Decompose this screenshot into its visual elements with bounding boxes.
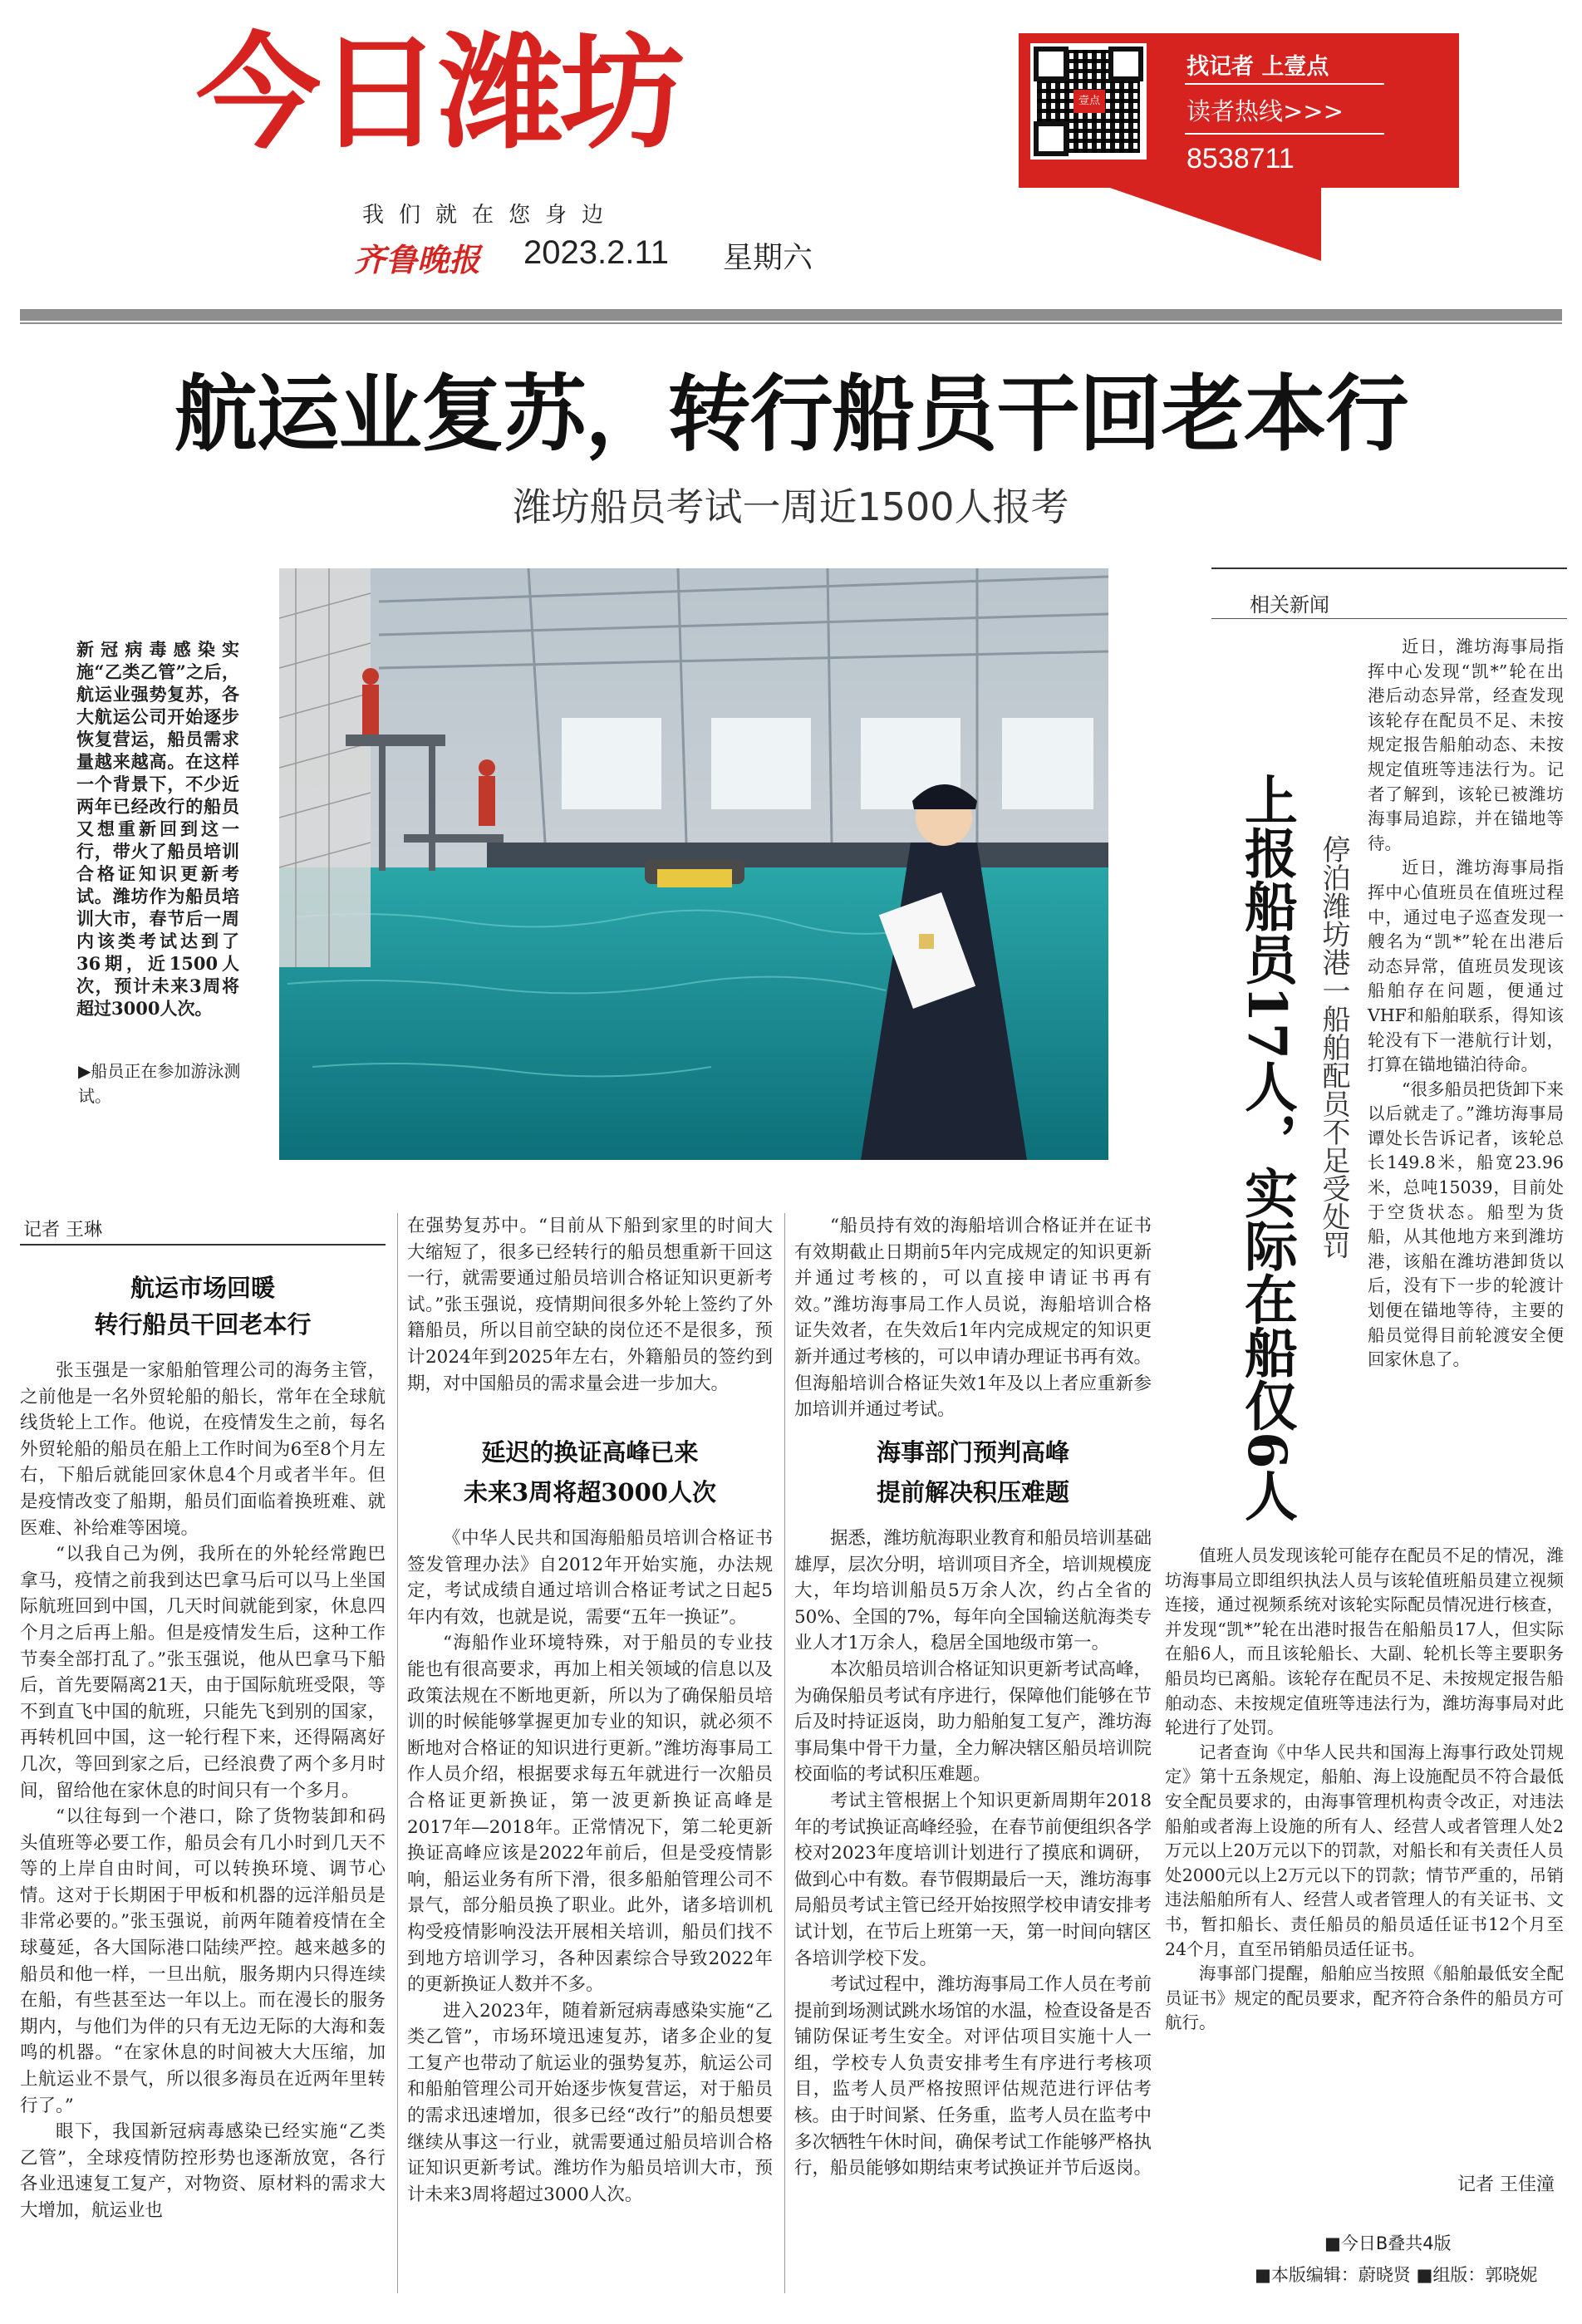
section-head-2b: 未来3周将超3000人次 xyxy=(464,1478,716,1506)
issue-weekday: 星期六 xyxy=(723,241,813,275)
byline-col1: 记者 王琳 xyxy=(23,1220,102,1241)
related-subtitle: 停泊潍坊港一船舶配员不足受处罚 xyxy=(1317,835,1350,1259)
paragraph: 《中华人民共和国海船船员培训合格证书签发管理办法》自2012年开始实施，办法规定，考试成绩自通过培训合格证考试之日起5年内有效，也就是说，需要“五年一换证”。 xyxy=(407,1528,773,1628)
masthead-rule-thin xyxy=(20,322,1562,324)
section-head-3b: 提前解决积压难题 xyxy=(876,1478,1069,1506)
section-head-1b: 转行船员干回老本行 xyxy=(94,1310,312,1339)
hotline-divider-2 xyxy=(1185,133,1384,135)
related-rule xyxy=(1211,618,1567,619)
paragraph: 近日，潍坊海事局指挥中心发现“凯*”轮在出港后动态异常，经查发现该轮存在配员不足、未按规定报告船舶动态、未按规定值班等违法行为。记者了解到，该轮已被潍坊海事局追踪，并在锚地等待。 xyxy=(1368,636,1564,853)
footer-editors: ■本版编辑：蔚晓贤 ■组版：郭晓妮 xyxy=(1255,2265,1538,2285)
article-col3 xyxy=(794,1526,1152,2182)
hotline-divider xyxy=(1185,83,1384,85)
masthead-title: 今日潍坊 xyxy=(196,22,682,166)
qr-badge: 壹点 xyxy=(1074,90,1105,113)
article-col1 xyxy=(20,1358,386,2224)
paragraph: 值班人员发现该轮可能存在配员不足的情况，潍坊海事局立即组织执法人员与该轮值班船员建立视频连接，通过视频系统对该轮实际配员情况进行核查，并发现“凯*”轮在出港时报告在船船员17人，但实际在船6人，而且该轮船长、大副、轮机长等主要职务船员均已离船。该轮存在配员不足、未按规定报告船舶动态、未按规定值班等违法行为，潍坊海事局对此轮进行了处罚。 xyxy=(1165,1545,1564,1738)
paragraph: 海事部门提醒，船舶应当按照《船舶最低安全配员证书》规定的配员要求，配齐符合条件的船员方可航行。 xyxy=(1165,1963,1564,2033)
paragraph: 张玉强是一家船舶管理公司的海务主管，之前他是一名外贸轮船的船长，常年在全球航线货轮上工作。他说，在疫情发生之前，每名外贸轮船的船员在船上工作时间为6至8个月左右，下船后就能回家休息4个月或者半年。但是疫情改变了船期，船员们面临着换班难、就医难、补给难等困境。 xyxy=(20,1360,386,1539)
article-col2-top xyxy=(407,1213,773,1397)
hotline-number[interactable]: 8538711 xyxy=(1186,143,1295,174)
article-col2 xyxy=(407,1526,773,2208)
column-divider xyxy=(784,1213,785,2293)
footer-pages: ■今日B叠共4版 xyxy=(1324,2233,1452,2253)
lead-intro: 新冠病毒感染实施“乙类乙管”之后，航运业强势复苏，各大航运公司开始逐步恢复营运，船员需求量越来越高。在这样一个背景下，不少近两年已经改行的船员又想重新回到这一行，带火了船员培训合格证知识更新考试。潍坊作为船员培训大市，春节后一周内该类考试达到了36期，近1500人次，预计未来3周将超过3000人次。 xyxy=(76,639,239,1019)
brand-logo: 齐鲁晚报 xyxy=(354,241,481,278)
issue-date: 2023.2.11 xyxy=(523,234,669,271)
qr-code-icon[interactable] xyxy=(1030,43,1147,160)
paragraph: “很多船员把货卸下来以后就走了。”潍坊海事局谭处长告诉记者，该轮总长149.8米，船宽23.96米，总吨15039，目前处于空货状态。船型为货船，从其他地方来到潍坊港，该船在潍坊港卸货以后，没有下一步的轮渡计划便在锚地等待，主要的船员觉得目前轮渡安全便回家休息了。 xyxy=(1368,1078,1564,1370)
qr-finder-tl xyxy=(1034,47,1069,81)
photo-caption: ▶船员正在参加游泳测试。 xyxy=(78,1061,241,1106)
lead-subhead: 潍坊船员考试一周近1500人报考 xyxy=(513,484,1069,529)
paragraph: “海船作业环境特殊，对于船员的专业技能也有很高要求，再加上相关领域的信息以及政策法规在不断地更新，所以为了确保船员培训的时候能够掌握更加专业的知识，就必须不断地对合格证的知识进行更新。”潍坊海事局工作人员介绍，根据要求每五年就进行一次船员合格证更新换证，第一波更新换证高峰是2017年—2018年。正常情况下，第二轮更新换证高峰应该是2022年前后，但是受疫情影响，船运业务有所下滑，很多船舶管理公司不景气，部分船员换了职业。此外，诸多培训机构受疫情影响没法开展相关培训，船员们找不到地方培训学习，各种因素综合导致2022年的更新换证人数并不多。 xyxy=(407,1633,773,1996)
masthead-rule xyxy=(20,309,1562,321)
qr-finder-bl xyxy=(1034,121,1069,156)
related-label: 相关新闻 xyxy=(1250,593,1329,617)
lead-headline: 航运业复苏，转行船员干回老本行 xyxy=(174,365,1408,463)
qr-finder-tr xyxy=(1108,47,1143,81)
paragraph: “以我自己为例，我所在的外轮经常跑巴拿马，疫情之前我到达巴拿马后可以马上坐国际航班回到中国，几天时间就能到家，休息四个月之后再上船。但是疫情发生后，这种工作节奏全部打乱了。”张玉强说，他从巴拿马下船后，首先要隔离21天，由于国际航班受限，等不到直飞中国的航班，只能先飞到别的国家，再转机回中国，这一轮行程下来，还得隔离好几次，等回到家之后，已经浪费了两个多月时间，留给他在家休息的时间只有一个多月。 xyxy=(20,1544,386,1801)
related-col-upper xyxy=(1368,635,1564,1373)
swimming-test-illustration xyxy=(279,568,1108,1160)
paragraph: “以往每到一个港口，除了货物装卸和码头值班等必要工作，船员会有几小时到几天不等的上岸自由时间，可以转换环境、调节心情。这对于长期困于甲板和机器的远洋船员是非常必要的。”张玉强说，前两年随着疫情在全球蔓延，各大国际港口陆续严控。越来越多的船员和他一样，一旦出航，服务期内只得连续在船，有些甚至达一年以上。而在漫长的服务期内，与他们为伴的只有无边无际的大海和轰鸣的机器。“在家休息的时间被大大压缩，加上航运业不景气，所以很多海员在近两年里转行了。” xyxy=(20,1806,386,2116)
paragraph: 记者查询《中华人民共和国海上海事行政处罚规定》第十五条规定，船舶、海上设施配员不符合最低安全配员要求的，由海事管理机构责令改正，对违法船舶或者海上设施的所有人、经营人或者管理人处2万元以上20万元以下的罚款，对船长和有关责任人员处2000元以上2万元以下的罚款；情节严重的，吊销违法船舶所有人、经营人或者管理人的有关证书、文书，暂扣船长、责任船员的船员适任证书12个月至24个月，直至吊销船员适任证书。 xyxy=(1165,1742,1564,1959)
paragraph: 近日，潍坊海事局指挥中心值班员在值班过程中，通过电子巡查发现一艘名为“凯*”轮在出港后动态异常，值班员发现该船舶存在问题，便通过VHF和船舶联系，得知该轮没有下一港航行计划，打算在锚地锚泊待命。 xyxy=(1368,857,1564,1075)
section-head-2a: 延迟的换证高峰已来 xyxy=(481,1438,699,1467)
paragraph: “船员持有效的海船培训合格证并在证书有效期截止日期前5年内完成规定的知识更新并通过考核的，可以直接申请证书再有效。”潍坊海事局工作人员说，海船培训合格证失效者，在失效后1年内完成规定的知识更新并通过考核的，可以申请办理证书再有效。但海船培训合格证失效1年及以上者应重新参加培训并通过考试。 xyxy=(794,1216,1152,1421)
related-title: 上报船员17人，实际在船仅6人 xyxy=(1236,773,1298,1522)
related-col-lower xyxy=(1165,1544,1564,2036)
hotline-banner-tail xyxy=(1105,186,1321,261)
hotline-label: 读者热线>>> xyxy=(1186,97,1344,125)
related-rule-top xyxy=(1211,567,1567,569)
swimming-test-photo xyxy=(279,568,1108,1160)
article-col3-top xyxy=(794,1213,1152,1423)
byline-rule xyxy=(20,1244,386,1246)
column-divider xyxy=(397,1213,398,2293)
byline-related: 记者 王佳潼 xyxy=(1457,2174,1555,2195)
paragraph: 考试主管根据上个知识更新周期年2018年的考试换证高峰经验，在春节前便组织各学校对2023年度培训计划进行了摸底和调研，做到心中有数。春节假期最后一天，潍坊海事局船员考试主管已经开始按照学校申请安排考试计划，在节后上班第一天，第一时间向辖区各培训学校下发。 xyxy=(794,1790,1152,1969)
paragraph: 据悉，潍坊航海职业教育和船员培训基础雄厚，层次分明，培训项目齐全，培训规模庞大，年均培训船员5万余人次，约占全省的50%、全国的7%，每年向全国输送航海类专业人才1万余人，稳居全国地级市第一。 xyxy=(794,1528,1152,1654)
masthead-motto: 我们就在您身边 xyxy=(362,203,619,228)
paragraph: 进入2023年，随着新冠病毒感染实施“乙类乙管”，市场环境迅速复苏，诸多企业的复工复产也带动了航运业的强势复苏，航运公司和船舶管理公司开始逐步恢复营运，对于船员的需求迅速增加，很多已经“改行”的船员想要继续从事这一行业，就需要通过船员培训合格证知识更新考试。潍坊作为船员培训大市，预计未来3周将超过3000人次。 xyxy=(407,2000,773,2205)
hotline-slogan: 找记者 上壹点 xyxy=(1186,54,1329,80)
paragraph: 考试过程中，潍坊海事局工作人员在考前提前到场测试跳水场馆的水温，检查设备是否铺防保证考生安全。对评估项目实施十人一组，学校专人负责安排考生有序进行考核项目，监考人员严格按照评估规范进行评估考核。由于时间紧、任务重，监考人员在监考中多次牺牲午休时间，确保考试工作能够严格执行，船员能够如期结束考试换证并节后返岗。 xyxy=(794,1974,1152,2179)
paragraph: 在强势复苏中。“目前从下船到家里的时间大大缩短了，很多已经转行的船员想重新干回这一行，就需要通过船员培训合格证知识更新考试。”张玉强说，疫情期间很多外轮上签约了外籍船员，所以目前空缺的岗位还不是很多，预计2024年到2025年左右，外籍船员的签约到期，对中国船员的需求量会进一步加大。 xyxy=(407,1216,773,1394)
section-head-3a: 海事部门预判高峰 xyxy=(876,1438,1069,1467)
paragraph: 眼下，我国新冠病毒感染已经实施“乙类乙管”，全球疫情防控形势也逐渐放宽，各行各业迅速复工复产，对物资、原材料的需求大大增加，航运业也 xyxy=(20,2121,386,2221)
section-head-1a: 航运市场回暖 xyxy=(130,1274,275,1302)
paragraph: 本次船员培训合格证知识更新考试高峰，为确保船员考试有序进行，保障他们能够在节后及时持证返岗，助力船舶复工复产，潍坊海事局集中骨干力量，全力解决辖区船员培训院校面临的考试积压难题。 xyxy=(794,1658,1152,1786)
